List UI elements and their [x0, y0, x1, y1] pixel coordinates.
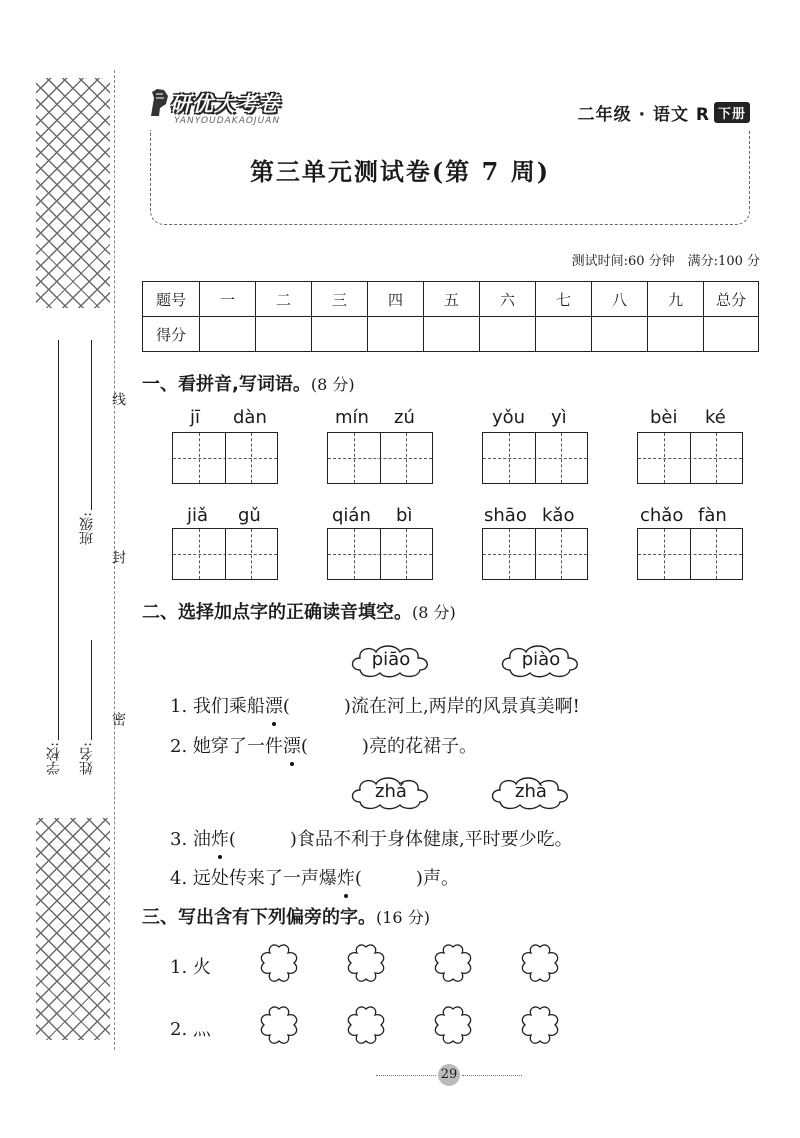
dotted-char: 漂	[283, 732, 301, 758]
score-input-cell[interactable]	[704, 317, 759, 352]
flower-answer-blank[interactable]	[344, 943, 388, 983]
writing-grid[interactable]	[327, 528, 433, 580]
cloud-pinyin: piāo	[371, 649, 411, 670]
score-input-cell[interactable]	[312, 317, 368, 352]
question-text: ( )亮的花裙子。	[300, 736, 477, 757]
writing-grid[interactable]	[637, 528, 743, 580]
page-title: 第三单元测试卷(第 7 周)	[249, 157, 551, 186]
table-cell: 七	[536, 282, 592, 317]
table-cell: 二	[256, 282, 312, 317]
flower-answer-blank[interactable]	[344, 1005, 388, 1045]
section-1-points: (8 分)	[310, 375, 355, 394]
binding-word-line: 线	[110, 392, 126, 406]
pinyin: gǔ	[238, 505, 261, 526]
fist-icon	[148, 86, 170, 120]
pinyin: shāo	[484, 505, 527, 526]
question-2-4	[170, 864, 459, 890]
test-meta: 测试时间:60 分钟 满分:100 分	[571, 254, 760, 269]
section-2-title	[142, 598, 456, 624]
section-2-points: (8 分)	[412, 603, 456, 622]
score-input-cell[interactable]	[368, 317, 424, 352]
question-text: 3. 油	[170, 829, 211, 850]
table-cell: 三	[312, 282, 368, 317]
score-input-cell[interactable]	[592, 317, 648, 352]
pinyin-cloud	[496, 640, 586, 680]
grade-label	[578, 100, 750, 125]
binding-word-seal: 封	[110, 550, 126, 564]
writing-grid[interactable]	[172, 432, 278, 484]
writing-grid[interactable]	[482, 528, 588, 580]
grade-text: 二年级 · 语文 R	[577, 105, 710, 125]
score-table-score-row	[143, 317, 759, 352]
section-3-title-text: 三、写出含有下列偏旁的字。	[142, 907, 376, 928]
pinyin-cloud	[486, 772, 576, 812]
pinyin-cloud	[346, 640, 436, 680]
dotted-char: 炸	[211, 825, 229, 851]
section-3-points: (16 分)	[376, 908, 430, 927]
table-cell: 六	[480, 282, 536, 317]
question-text: 2. 她穿了一件	[170, 736, 283, 757]
binding-hatch-bottom	[36, 818, 110, 1040]
pinyin: jiǎ	[187, 505, 209, 526]
class-line	[91, 340, 92, 510]
writing-grid[interactable]	[327, 432, 433, 484]
flower-answer-blank[interactable]	[257, 943, 301, 983]
table-cell: 得分	[143, 317, 200, 352]
score-table-header-row	[143, 282, 759, 317]
pinyin: yǒu	[492, 407, 526, 428]
question-text: 4. 远处传来了一声爆	[170, 868, 337, 889]
cloud-pinyin: zhá	[375, 781, 407, 802]
table-cell: 四	[368, 282, 424, 317]
name-label: 姓名:	[79, 742, 95, 775]
binding-word-secret: 密	[110, 712, 126, 726]
flower-answer-blank[interactable]	[431, 943, 475, 983]
pinyin-cloud	[346, 772, 436, 812]
score-input-cell[interactable]	[648, 317, 704, 352]
logo-text: 研优大考卷	[170, 92, 280, 116]
school-label: 学校:	[46, 742, 62, 775]
pinyin: zú	[394, 407, 415, 428]
radical-label: 2. 灬	[170, 1019, 211, 1040]
question-2-3	[170, 825, 573, 851]
pinyin: qián	[332, 505, 371, 526]
section-1-title-text: 一、看拼音,写词语。	[142, 374, 311, 395]
section-2-title-text: 二、选择加点字的正确读音填空。	[142, 602, 412, 623]
score-table	[142, 281, 759, 352]
pinyin: kǎo	[542, 505, 575, 526]
pinyin: fàn	[698, 505, 727, 526]
writing-grid[interactable]	[172, 528, 278, 580]
dotted-char: 漂	[265, 692, 283, 718]
pinyin: bì	[396, 505, 413, 526]
dotted-char: 炸	[337, 864, 355, 890]
section-1-title	[142, 370, 355, 396]
table-cell: 五	[424, 282, 480, 317]
table-cell: 九	[648, 282, 704, 317]
school-line	[58, 340, 59, 740]
radical-label: 1. 火	[170, 957, 211, 978]
table-cell: 总分	[704, 282, 759, 317]
page-number: 29	[438, 1064, 460, 1086]
pinyin: jī	[190, 407, 201, 428]
section-3-title	[142, 903, 430, 929]
table-cell: 八	[592, 282, 648, 317]
flower-answer-blank[interactable]	[431, 1005, 475, 1045]
cloud-pinyin: zhà	[515, 781, 547, 802]
question-text: ( )食品不利于身体健康,平时要少吃。	[228, 829, 573, 850]
writing-grid[interactable]	[637, 432, 743, 484]
pinyin: chǎo	[640, 505, 684, 526]
table-cell: 一	[200, 282, 256, 317]
writing-grid[interactable]	[482, 432, 588, 484]
question-text: 1. 我们乘船	[170, 696, 265, 717]
flower-answer-blank[interactable]	[257, 1005, 301, 1045]
page-divider-left	[376, 1075, 436, 1076]
question-2-2	[170, 732, 477, 758]
score-input-cell[interactable]	[536, 317, 592, 352]
score-input-cell[interactable]	[480, 317, 536, 352]
flower-answer-blank[interactable]	[518, 1005, 562, 1045]
pinyin: ké	[705, 407, 726, 428]
score-input-cell[interactable]	[200, 317, 256, 352]
table-cell: 题号	[143, 282, 200, 317]
question-text: ( )流在河上,两岸的风景真美啊!	[282, 696, 580, 717]
binding-hatch-top	[36, 78, 110, 308]
name-line	[91, 640, 92, 740]
pinyin: mín	[335, 407, 369, 428]
score-input-cell[interactable]	[424, 317, 480, 352]
flower-answer-blank[interactable]	[518, 943, 562, 983]
pinyin: dàn	[233, 407, 267, 428]
pinyin: bèi	[650, 407, 678, 428]
pinyin: yì	[551, 407, 567, 428]
term-tag: 下册	[714, 102, 750, 123]
score-input-cell[interactable]	[256, 317, 312, 352]
brand-logo	[152, 88, 280, 126]
question-text: ( )声。	[354, 868, 459, 889]
page-divider-right	[462, 1075, 522, 1076]
cloud-pinyin: piào	[521, 649, 561, 670]
class-label: 班级:	[79, 512, 95, 545]
question-2-1	[170, 692, 580, 718]
logo-subtext: YANYOUDAKAOJUAN	[174, 116, 281, 126]
